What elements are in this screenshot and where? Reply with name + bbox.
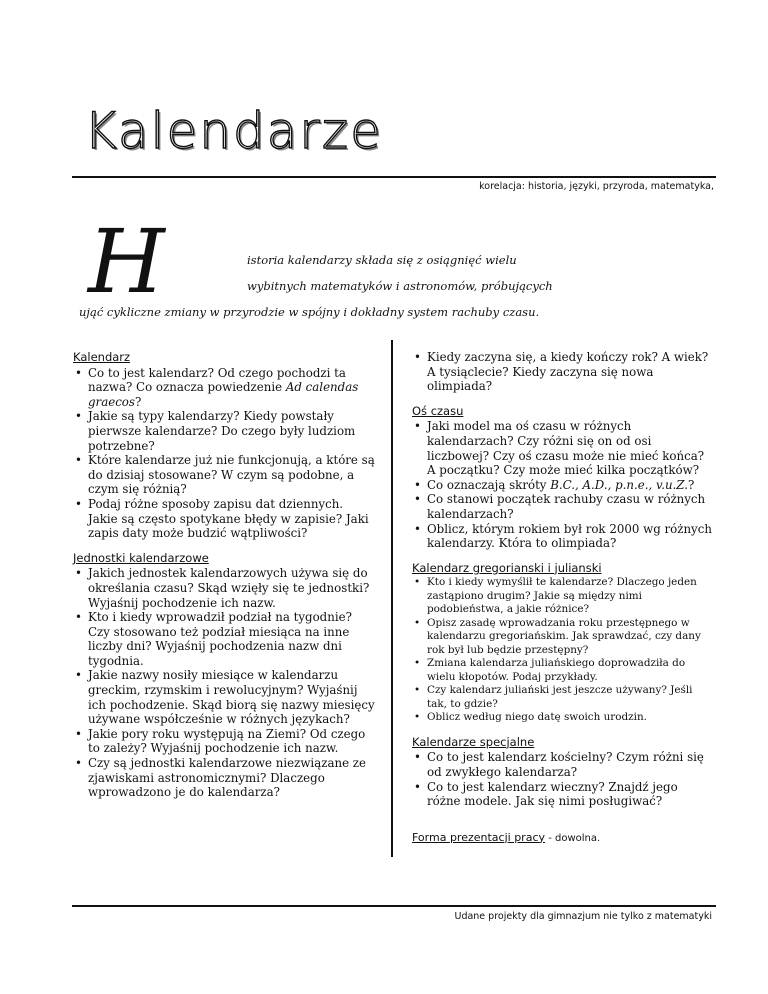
list-item-text: ? [688,477,695,492]
list-item-emphasis: B.C., A.D., p.n.e., v.u.Z. [550,477,689,492]
page-footer: Udane projekty dla gimnazjum nie tylko z matematyki [454,911,712,922]
presentation-form [412,831,712,847]
section-jednostki [73,551,375,800]
section-heading: Kalendarze specjalne [412,734,535,749]
section-kalendarz [73,350,375,541]
section-rok [412,350,712,394]
section-os-czasu [412,404,712,551]
list-item: • Co to jest kalendarz kościelny? Czym różni się od zwykłego kalendarza? [412,750,712,779]
bullet-list [412,576,712,725]
list-item: • Jakich jednostek kalendarzowych używa się do określania czasu? Skąd wzięły się te jednostki? Wyjaśnij pochodzenie ich nazw. [73,566,375,610]
bullet-list [73,566,375,800]
page-title: Kalendarze [84,102,383,160]
list-item [73,366,375,410]
list-item: • Czy są jednostki kalendarzowe niezwiązane ze zjawiskami astronomicznymi? Dlaczego wprowadzono je do kalendarza? [73,756,375,800]
list-item-text: Co to jest kalendarz? Od czego pochodzi ta nazwa? Co oznacza powiedzenie [88,365,346,395]
list-item-text: ? [134,394,142,409]
list-item: • Co stanowi początek rachuby czasu w różnych kalendarzach? [412,492,712,521]
list-item: • Jakie są typy kalendarzy? Kiedy powstały pierwsze kalendarze? Do czego były ludziom potrzebne? [73,409,375,453]
bottom-rule [72,905,716,907]
list-item-emphasis: Ad calendas graecos [88,380,359,409]
list-item: • Kiedy zaczyna się, a kiedy kończy rok? A wiek? A tysiąclecie? Kiedy zaczyna się nowa olimpiada? [412,350,712,394]
intro-dropcap: H [88,210,165,313]
section-heading: Oś czasu [412,403,464,418]
column-divider [391,340,393,857]
intro-line-2: wybitnych matematyków i astronomów, próbujących [247,279,553,293]
list-item: • Co to jest kalendarz wieczny? Znajdź jego różne modele. Jak się nimi posługiwać? [412,780,712,809]
list-item: • Kto i kiedy wymyślił te kalendarze? Dlaczego jeden zastąpiono drugim? Jakie są między nimi podobieństwa, a jakie różnice? [412,576,712,617]
correlation-note: korelacja: historia, języki, przyroda, matematyka, [479,181,714,192]
section-heading: Kalendarz gregorianski i julianski [412,560,602,575]
list-item: • Opisz zasadę wprowadzania roku przestępnego w kalendarzu gregoriańskim. Jak sprawdzać, czy dany rok był lub będzie przestępny? [412,617,712,658]
left-column [73,350,375,810]
list-item-text: Co oznaczają skróty [427,477,551,492]
list-item: • Jaki model ma oś czasu w różnych kalendarzach? Czy różni się on od osi liczbowej? Czy oś czasu może nie mieć końca? A początku? Czy może mieć kilka początków? [412,419,712,477]
right-column [412,350,712,846]
bullet-list [412,750,712,808]
list-item: • Oblicz, którym rokiem był rok 2000 wg różnych kalendarzy. Która to olimpiada? [412,522,712,551]
list-item: • Jakie pory roku występują na Ziemi? Od czego to zależy? Wyjaśnij pochodzenie ich nazw. [73,727,375,756]
list-item [412,478,712,493]
list-item: • Podaj różne sposoby zapisu dat dziennych. Jakie są często spotykane błędy w zapisie? Jaki zapis daty może budzić wątpliwości? [73,497,375,541]
intro-line-3: ująć cykliczne zmiany w przyrodzie w spójny i dokładny system rachuby czasu. [79,305,540,319]
list-item: • Oblicz według niego datę swoich urodzin. [412,711,712,725]
bullet-list [412,350,712,394]
list-item: • Czy kalendarz juliański jest jeszcze używany? Jeśli tak, to gdzie? [412,684,712,711]
presentation-form-label: Forma prezentacji pracy [412,830,546,844]
intro-line-1: istoria kalendarzy składa się z osiągnięć wielu [247,253,517,267]
section-gregorianski [412,561,712,725]
bullet-list [412,419,712,550]
section-specjalne [412,735,712,809]
top-rule [72,176,716,178]
list-item: • Które kalendarze już nie funkcjonują, a które są do dzisiaj stosowane? W czym są podobne, a czym się różnią? [73,453,375,497]
section-heading: Jednostki kalendarzowe [73,550,209,565]
list-item: • Kto i kiedy wprowadził podział na tygodnie? Czy stosowano też podział miesiąca na inne liczby dni? Wyjaśnij pochodzenia nazw dni tygodnia. [73,610,375,668]
presentation-form-value: - dowolna. [545,832,601,844]
bullet-list [73,366,375,541]
section-heading: Kalendarz [73,350,131,364]
list-item: • Jakie nazwy nosiły miesiące w kalendarzu greckim, rzymskim i rewolucyjnym? Wyjaśnij ich pochodzenie. Skąd biorą się nazwy miesięcy używane współcześnie w różnych językach? [73,668,375,726]
list-item: • Zmiana kalendarza juliańskiego doprowadziła do wielu kłopotów. Podaj przykłady. [412,657,712,684]
